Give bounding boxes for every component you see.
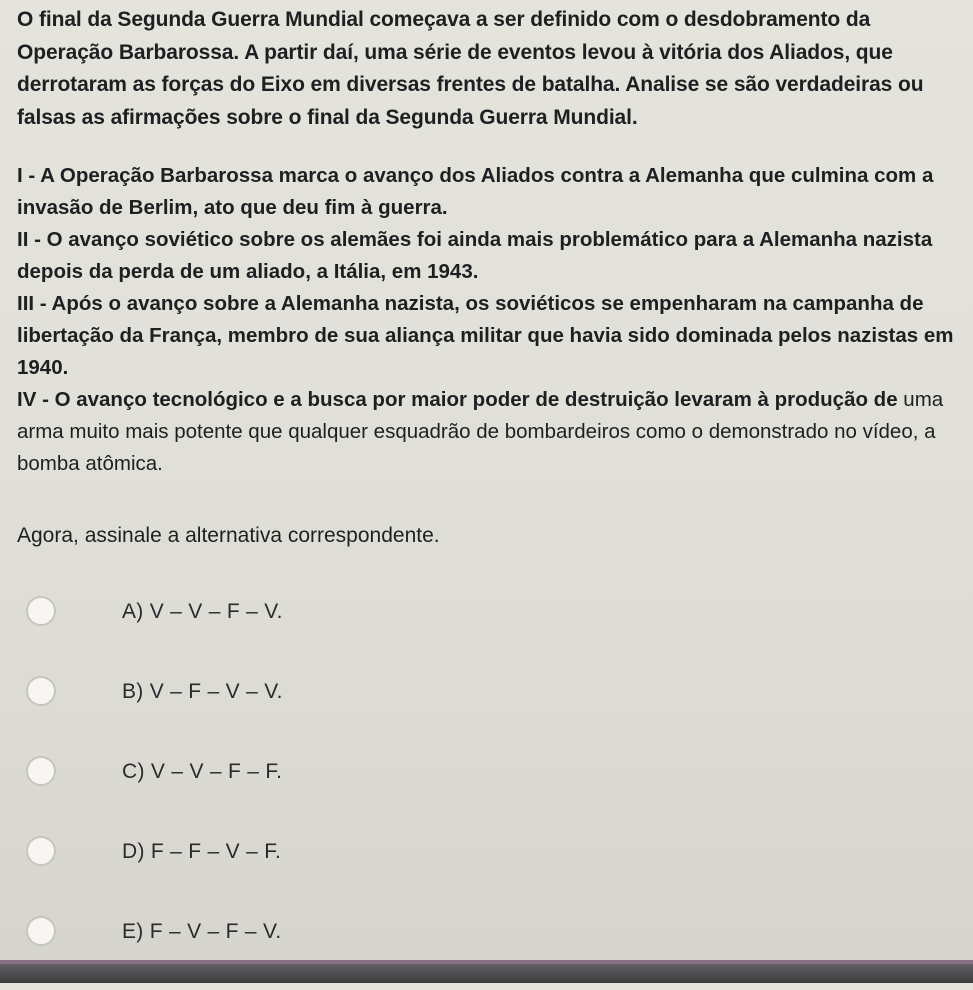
statement-text: I - A Operação Barbarossa marca o avanço dos Aliados contra a Alemanha que culmina com a invasão de Berlim, ato que deu fim à guerra. — [17, 164, 934, 219]
statement-text: II - O avanço soviético sobre os alemães foi ainda mais problemático para a Alemanha nazista depois da perda de um aliado, a Itália, em 1943. — [17, 228, 933, 283]
statement-text: IV - O avanço tecnológico e a busca por maior poder de destruição levaram à produção de — [17, 388, 898, 411]
statement-item — [17, 224, 967, 288]
answer-option-label: B) V – F – V – V. — [122, 680, 283, 703]
answer-option-label: A) V – V – F – V. — [122, 600, 283, 623]
radio-button-e[interactable] — [26, 916, 56, 946]
radio-button-b[interactable] — [26, 676, 56, 706]
statement-item — [17, 160, 967, 224]
statement-text: III - Após o avanço sobre a Alemanha nazista, os soviéticos se empenharam na campanha de libertação da França, membro de sua aliança militar que havia sido dominada pelos nazistas em 1940. — [17, 292, 954, 379]
radio-button-d[interactable] — [26, 836, 56, 866]
answer-options — [22, 590, 622, 990]
bottom-edge-bar — [0, 960, 973, 983]
answer-option-label: E) F – V – F – V. — [122, 920, 282, 943]
question-prompt: Agora, assinale a alternativa correspondente. — [17, 524, 440, 547]
radio-button-a[interactable] — [26, 596, 56, 626]
statement-text-continued: uma arma muito mais potente que qualquer esquadrão de bombardeiros como o demonstrado no vídeo, a bomba atômica. — [17, 388, 944, 475]
question-intro: O final da Segunda Guerra Mundial começava a ser definido com o desdobramento da Operação Barbarossa. A partir daí, uma série de eventos levou à vitória dos Aliados, que derrotaram as forças do Eixo em diversas frentes de batalha. Analise se são verdadeiras ou falsas as afirmações sobre o final da Segunda Guerra Mundial. — [17, 8, 924, 129]
statement-item — [17, 384, 967, 480]
radio-button-c[interactable] — [26, 756, 56, 786]
statement-list — [17, 160, 967, 480]
answer-option-c[interactable] — [22, 750, 622, 830]
statement-item — [17, 288, 967, 384]
answer-option-a[interactable] — [22, 590, 622, 670]
answer-option-d[interactable] — [22, 830, 622, 910]
answer-option-label: C) V – V – F – F. — [122, 760, 283, 783]
answer-option-b[interactable] — [22, 670, 622, 750]
answer-option-label: D) F – F – V – F. — [122, 840, 282, 863]
